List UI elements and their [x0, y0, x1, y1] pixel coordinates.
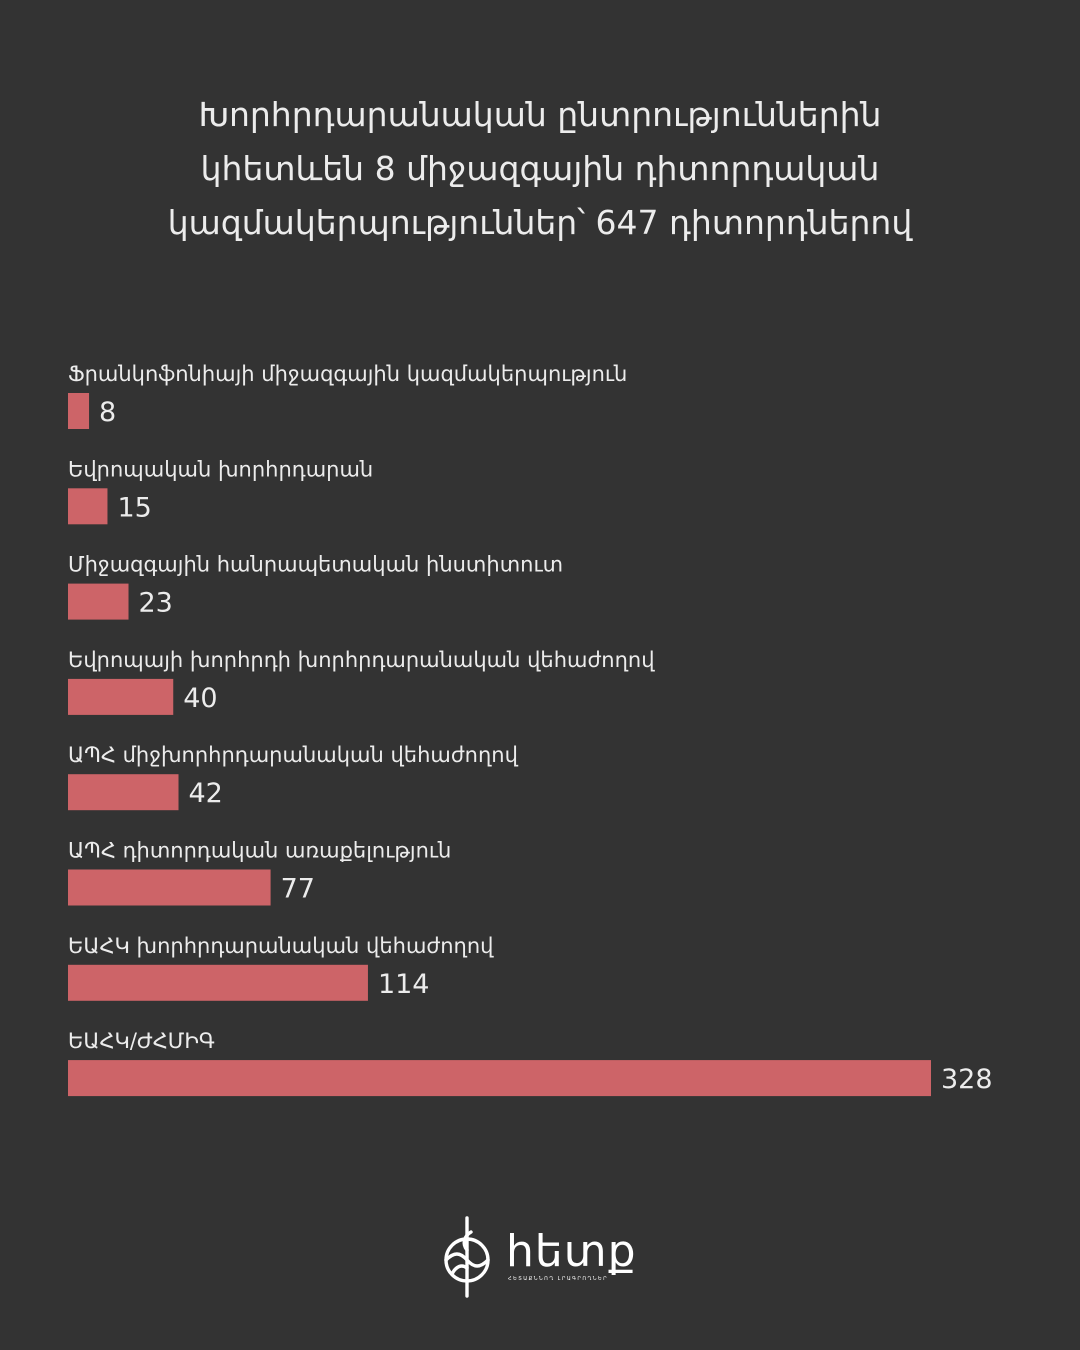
value-label: 23 — [138, 587, 173, 619]
value-label: 8 — [99, 397, 117, 428]
value-label: 114 — [377, 968, 430, 1000]
title-line-2: կհետևեն 8 միջազգային դիտորդական — [200, 149, 880, 188]
bar — [68, 584, 129, 620]
category-label: ԵԱՀԿ խորհրդարանական վեհաժողով — [68, 933, 494, 958]
value-label: 328 — [941, 1064, 993, 1096]
title-line-1: Խորհրդարանական ընտրություններին — [198, 95, 882, 134]
value-label: 42 — [188, 778, 223, 810]
bar — [68, 488, 107, 524]
category-label: Միջազգային հանրապետական ինստիտուտ — [68, 552, 564, 577]
logo-tagline: ՀԵՏԱՔՆՆՈՂ ԼՐԱԳՐՈՂՆԵՐ — [508, 1276, 609, 1282]
bar — [68, 870, 271, 906]
title-line-3: կազմակերպություններ՝ 647 դիտորդներով — [167, 203, 913, 242]
bar — [68, 965, 368, 1001]
category-label: Եվրոպական խորհրդարան — [68, 457, 374, 482]
value-label: 40 — [183, 682, 218, 714]
category-label: ԱՊՀ միջխորհրդարանական վեհաժողով — [68, 743, 518, 768]
bar — [68, 679, 173, 715]
bar — [68, 1060, 931, 1096]
value-label: 77 — [280, 873, 315, 905]
category-label: ԵԱՀԿ/ԺՀՄԻԳ — [68, 1029, 215, 1054]
hetq-logo — [440, 1216, 640, 1300]
hetq-logo-icon — [440, 1216, 498, 1300]
category-label: Եվրոպայի խորհրդի խորհրդարանական վեհաժողով — [68, 647, 655, 672]
category-label: ԱՊՀ դիտորդական առաքելություն — [68, 838, 452, 863]
logo-wordmark: hետք — [506, 1226, 637, 1277]
value-label: 15 — [117, 492, 152, 524]
category-label: Ֆրանկոֆոնիայի միջազգային կազմակերպություն — [68, 362, 628, 386]
bar — [68, 393, 89, 429]
bar — [68, 774, 179, 810]
